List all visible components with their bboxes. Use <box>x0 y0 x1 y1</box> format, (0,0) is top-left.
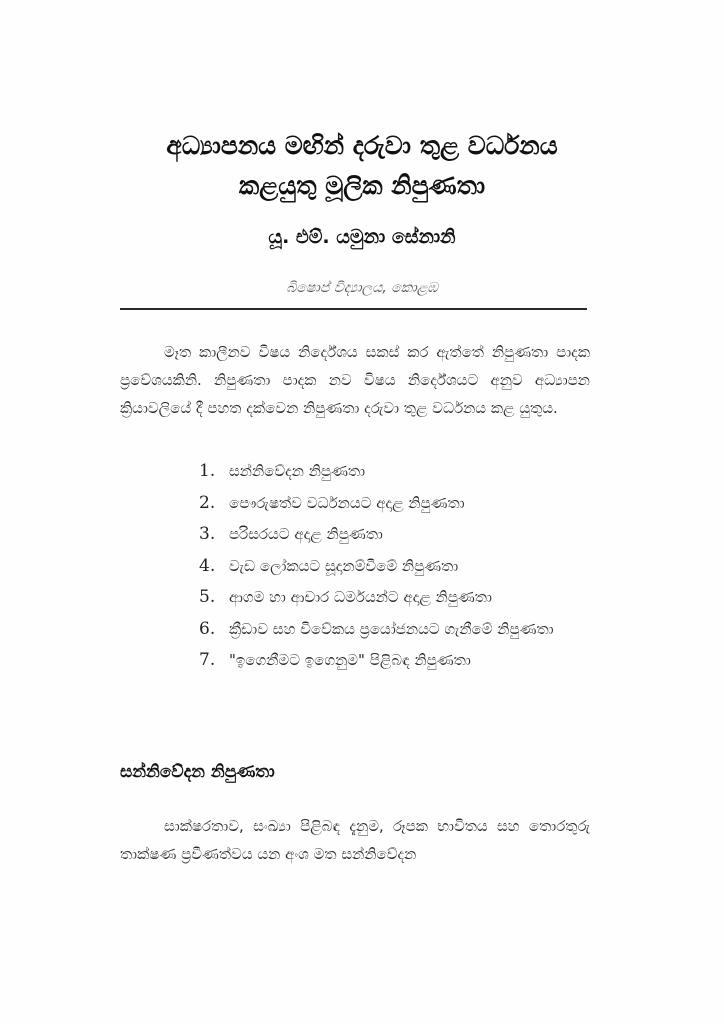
competency-list <box>199 456 619 677</box>
list-text: ආගම හා ආචාර ධර්මයන්ට අදාළ නිපුණතා <box>229 588 492 606</box>
list-item <box>199 551 619 583</box>
author-affiliation: බිෂොප් විද්‍යාලය, කොළඹ <box>286 280 438 296</box>
list-text: "ඉගෙනීමට ඉගෙනුම" පිළිබඳ නිපුණතා <box>229 651 471 669</box>
list-number: 2. <box>199 492 216 513</box>
list-text: සන්නිවේදන නිපුණතා <box>229 462 366 480</box>
list-number: 3. <box>199 524 216 544</box>
list-text: පෞරුෂත්ව වර්ධනයට අදාළ නිපුණතා <box>229 493 465 512</box>
list-item <box>199 645 619 677</box>
list-number: 4. <box>199 555 216 576</box>
list-item <box>199 519 619 551</box>
list-number: 5. <box>199 587 216 607</box>
list-item <box>199 582 619 614</box>
list-item <box>199 614 619 646</box>
list-number: 7. <box>199 650 216 670</box>
article-title-line-1: අධ්‍යාපනය මඟින් දරුවා තුළ වර්ධනය <box>166 131 558 160</box>
intro-paragraph: මෑත කාලීනව විෂය නිර්දේශය සකස් කර ඇත්තේ නිපුණතා පාදක ප්‍රවේශයකිනි. නිපුණතා පාදක නව විෂය නිර්දේශයට අනුව අධ්‍යාපන ක්‍රියාවලියේ දී පහත දක්වෙන නිපුණතා දරුවා තුළ වර්ධනය කළ යුතුය. <box>120 343 590 417</box>
section-heading: සන්නිවේදන නිපුණතා <box>120 762 275 782</box>
list-number: 1. <box>199 461 216 481</box>
list-number: 6. <box>199 618 216 639</box>
article-title-line-2: කළයුතු මූලික නිපුණතා <box>238 171 486 200</box>
list-item <box>199 456 619 488</box>
list-item <box>199 488 619 520</box>
list-text: වැඩ ලෝකයට සූදානම්වීමේ නිපුණතා <box>229 556 459 575</box>
list-text: පරිසරයට අදාළ නිපුණතා <box>229 525 383 543</box>
divider-rule <box>120 308 587 310</box>
section-paragraph: සාක්ෂරතාව, සංඛ්‍යා පිළිබඳ දැනුම, රූපක භාවිතය සහ තොරතුරු තාක්ෂණ ප්‍රවීණත්වය යන අංශ මත සන්නිවේදන <box>120 817 590 863</box>
list-text: ක්‍රීඩාව සහ විවේකය ප්‍රයෝජනයට ගැනීමේ නිපුණතා <box>229 619 554 638</box>
author-name: යූ. එම්. යමුනා සේනානි <box>268 226 456 248</box>
